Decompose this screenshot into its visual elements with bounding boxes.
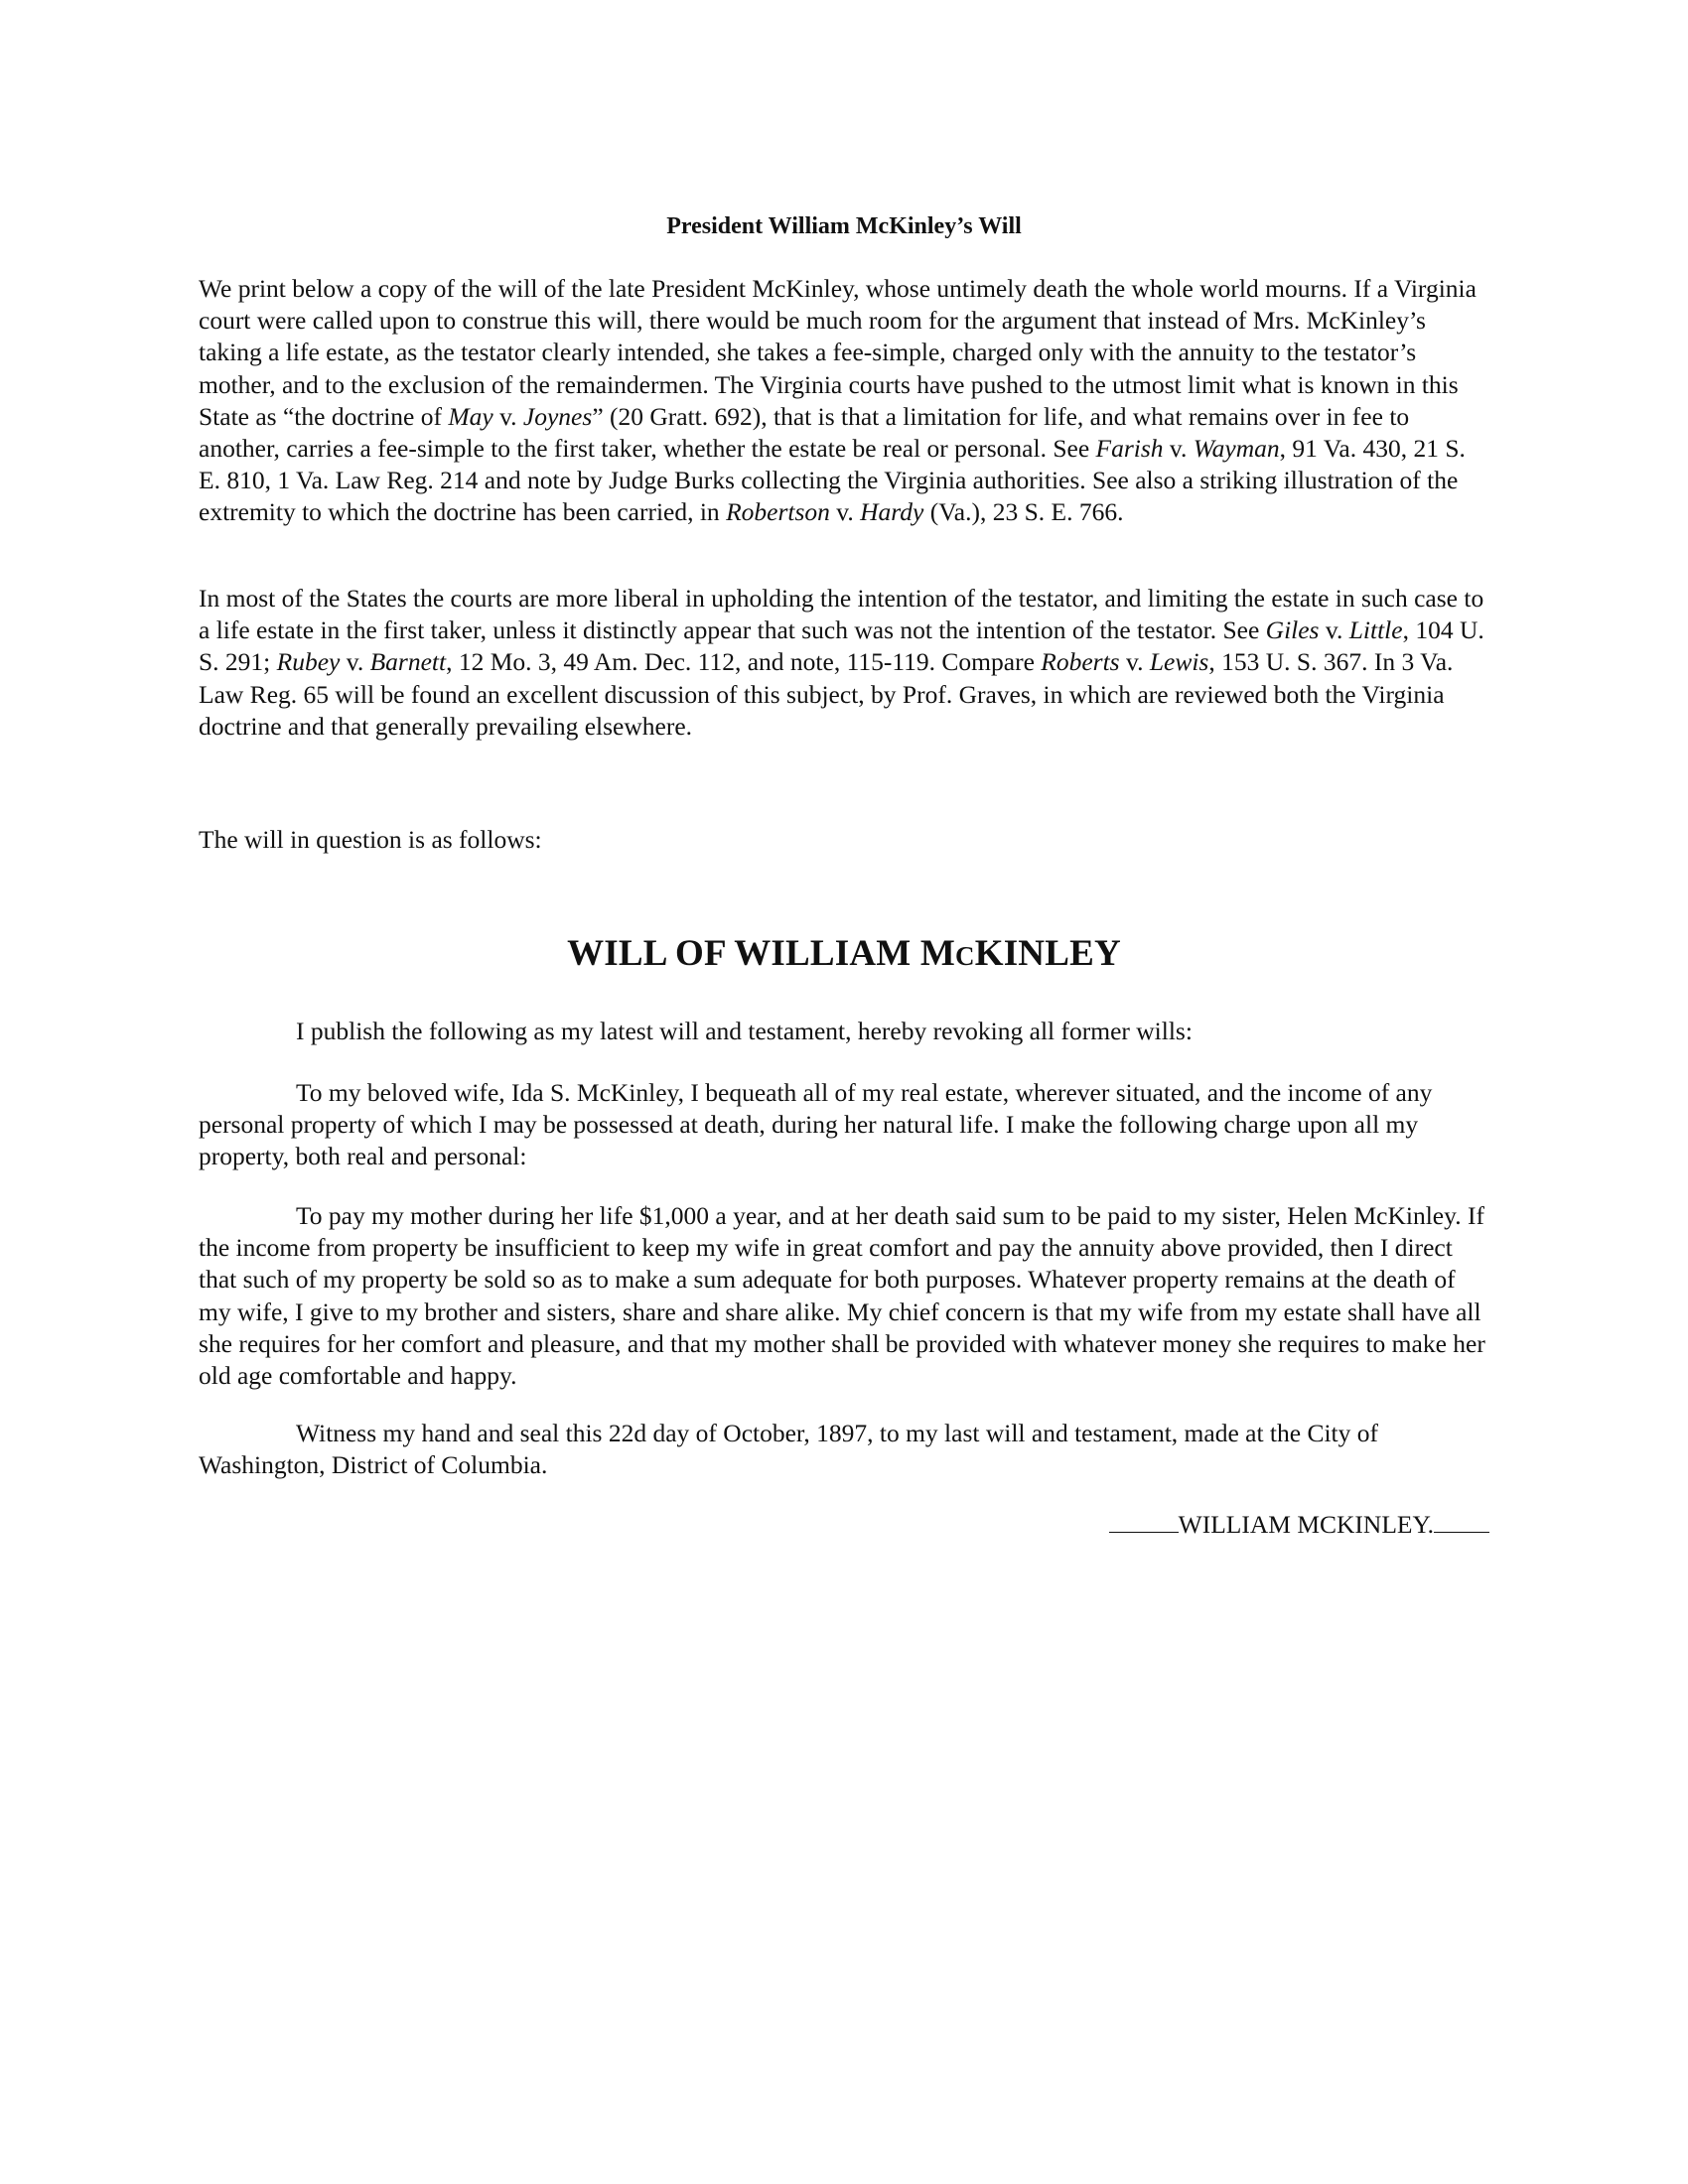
- text-run: , 12 Mo. 3, 49 Am. Dec. 112, and note, 115-119. Compare: [446, 647, 1042, 677]
- intro-paragraph-2: [199, 583, 1489, 743]
- text-run: (Va.), 23 S. E. 766.: [923, 497, 1124, 527]
- text-run: , 104 U. S. 291;: [199, 615, 1484, 677]
- page-heading: President William McKinley’s Will: [666, 213, 1022, 239]
- text-run: v.: [829, 497, 861, 527]
- case-name: Lewis: [1149, 647, 1209, 677]
- text-run: v.: [1163, 434, 1194, 464]
- signature-name: WILLIAM MCKINLEY.: [1178, 1510, 1434, 1539]
- signature-line-right: [1434, 1512, 1489, 1533]
- text-run: v.: [1319, 615, 1349, 645]
- signature-line-left: [1109, 1512, 1179, 1533]
- case-name: Little: [1348, 615, 1403, 645]
- text-run: ” (20 Gratt. 692), that is that a limitation for life, and what remains over in fee to another, carries a fee-simple to the first taker, whether the estate be real or personal. See: [199, 401, 1410, 464]
- text-run: , 153 U. S. 367. In 3 Va. Law Reg. 65 will be found an excellent discussion of this subject, by Prof. Graves, in which are reviewed both the Virginia doctrine and that generally prevailing elsewhere.: [199, 647, 1454, 741]
- case-name: Farish: [1095, 434, 1164, 464]
- case-name: May: [448, 401, 493, 431]
- case-name: Barnett: [369, 647, 447, 677]
- will-paragraph: I publish the following as my latest will and testament, hereby revoking all former wills:: [296, 1017, 1193, 1045]
- will-title: [199, 931, 1489, 979]
- signature-block: [1082, 1509, 1489, 1541]
- text-run: In most of the States the courts are more liberal in upholding the intention of the testator, and limiting the estate in such case to a life estate in the first taker, unless it distinctly appear that such was not the intention of the testator. See: [199, 584, 1484, 645]
- intro-paragraph-1: [199, 273, 1489, 529]
- will-paragraph: Witness my hand and seal this 22d day of October, 1897, to my last will and testament, made at the City of Washington, District of Columbia.: [199, 1419, 1378, 1480]
- will-title-part1: WILL OF WILLIAM M: [567, 933, 956, 974]
- intro-paragraph-3: The will in question is as follows:: [199, 825, 542, 854]
- will-title-small-c: C: [955, 941, 975, 971]
- case-name: Rubey: [276, 647, 341, 677]
- text-run: , 91 Va. 430, 21 S. E. 810, 1 Va. Law Reg. 214 and note by Judge Burks collecting the Virginia authorities. See also a striking illustration of the extremity to which the doctrine has been carried, in: [199, 434, 1466, 527]
- text-run: v.: [492, 401, 523, 431]
- case-name: Giles: [1265, 615, 1320, 645]
- text-run: v.: [340, 647, 370, 677]
- will-paragraph: To my beloved wife, Ida S. McKinley, I bequeath all of my real estate, wherever situated, and the income of any personal property of which I may be possessed at death, during her natural life. I make the following charge upon all my property, both real and personal:: [199, 1078, 1433, 1171]
- text-run: We print below a copy of the will of the late President McKinley, whose untimely death the whole world mourns. If a Virginia court were called upon to construe this will, there would be much room for the argument that instead of Mrs. McKinley’s taking a life estate, as the testator clearly intended, she takes a fee-simple, charged only with the annuity to the testator’s mother, and to the exclusion of the remaindermen. The Virginia courts have pushed to the utmost limit what is known in this State as “the doctrine of: [199, 274, 1477, 431]
- case-name: Joynes: [522, 401, 593, 431]
- case-name: Robertson: [726, 497, 830, 527]
- case-name: Roberts: [1041, 647, 1120, 677]
- case-name: Wayman: [1193, 434, 1280, 464]
- will-paragraph: To pay my mother during her life $1,000 a year, and at her death said sum to be paid to my sister, Helen McKinley. If the income from property be insufficient to keep my wife in great comfort and pay the annuity above provided, then I direct that such of my property be sold so as to make a sum adequate for both purposes. Whatever property remains at the death of my wife, I give to my brother and sisters, share and share alike. My chief concern is that my wife from my estate shall have all she requires for her comfort and pleasure, and that my mother shall be provided with whatever money she requires to make her old age comfortable and happy.: [199, 1201, 1485, 1391]
- will-title-part2: KINLEY: [974, 933, 1121, 974]
- text-run: v.: [1119, 647, 1150, 677]
- case-name: Hardy: [860, 497, 924, 527]
